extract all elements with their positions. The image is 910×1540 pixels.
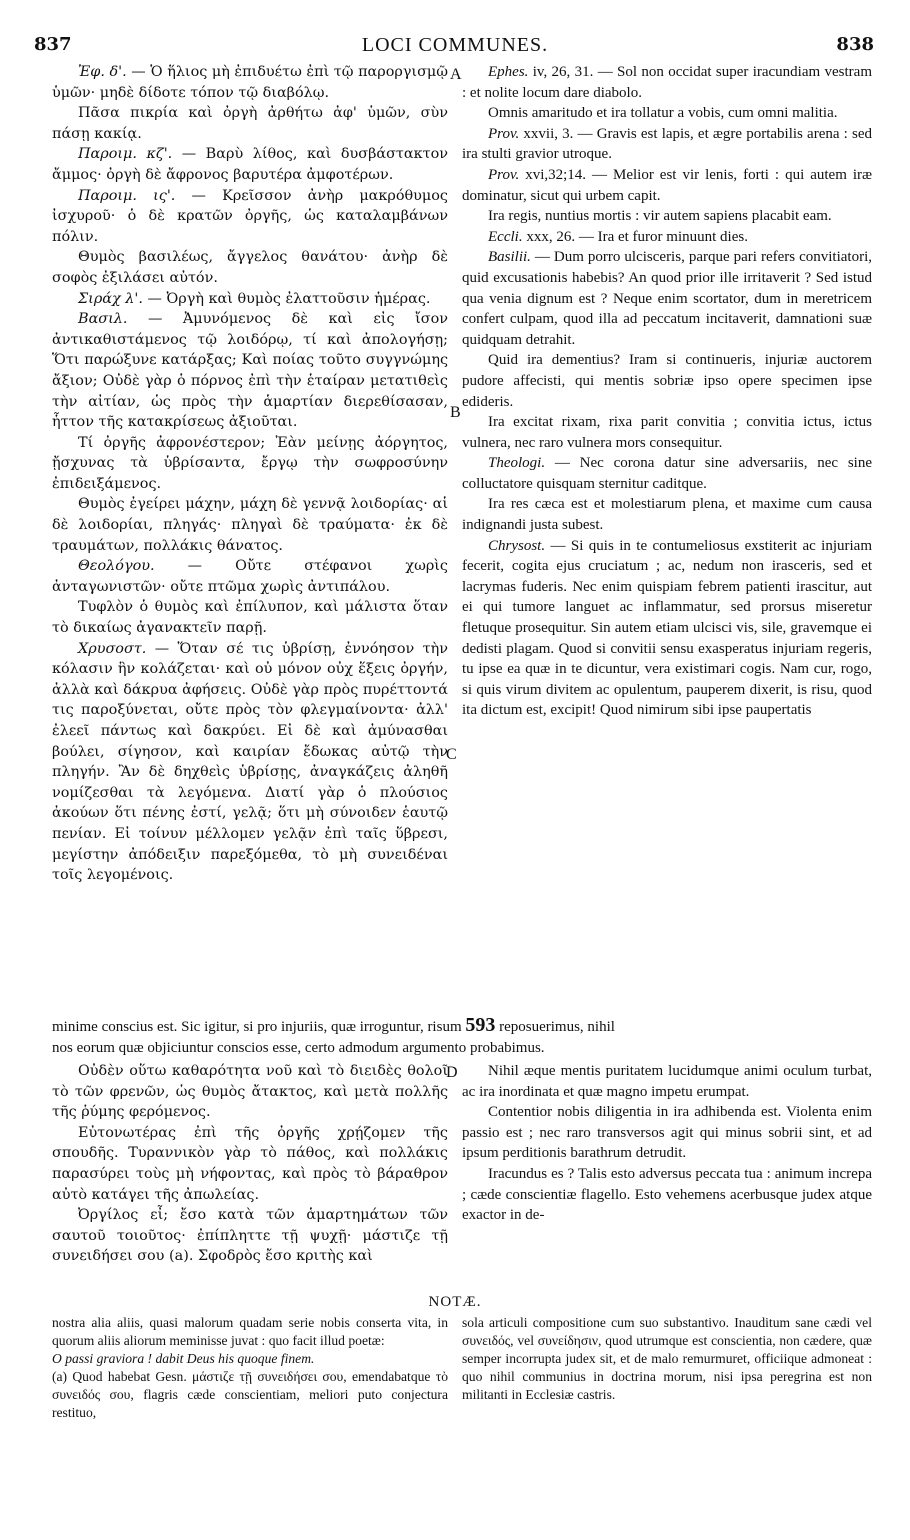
source-reference: Χρυσοστ. — [78, 640, 147, 657]
paragraph — [462, 227, 872, 248]
paragraph — [52, 247, 448, 288]
source-reference: Basilii. — [488, 249, 531, 266]
paragraph — [52, 289, 448, 310]
section-marker-c: C — [446, 746, 457, 763]
notes-right-column — [462, 1314, 872, 1404]
paragraph-text: Contentior nobis diligentia in ira adhibenda est. Violenta enim passio est ; nec raro transversos agit qui minus sobrii sint, et ad ipsum perditionis barathrum detrudit. — [462, 1104, 872, 1162]
paragraph — [462, 412, 872, 453]
notes-left-column — [52, 1314, 448, 1422]
paragraph-text: Ira res cæca est et molestiarum plena, et maxime cum causa indignandi justa subest. — [462, 496, 872, 534]
paragraph-text: Οὐδὲν οὕτω καθαρότητα νοῦ καὶ τὸ διειδὲς θολοῖ τὸ τῶν φρενῶν, ὡς θυμὸς ἄτακτος, καὶ μετὰ πολλῆς τῆς ῥύμης φερόμενος. — [52, 1063, 448, 1121]
source-reference: Prov. — [488, 166, 520, 183]
paragraph — [52, 494, 448, 556]
paragraph — [52, 639, 448, 886]
source-reference: Prov. — [488, 125, 520, 142]
paragraph-text: Θυμὸς βασιλέως, ἄγγελος θανάτου· ἀνὴρ δὲ σοφὸς ἐξιλάσει αὐτόν. — [52, 249, 448, 286]
source-reference: Ἐφ. δ'. — [78, 64, 127, 80]
note-paragraph: nostra alia aliis, quasi malorum quadam serie nobis conserta vita, in quorum aliis aliorum meminisse juvat : quo facit illud poetæ: — [52, 1315, 448, 1348]
paragraph-text: — Si quis in te contumeliosus exstiterit ac injuriam fecerit, cogita ejus cruciatum ; ac, nedum non irasceris, sed et lacrymas fuderis. Nec enim quispiam febrem patienti irascitur, aut ei qui tumore languet ac inflammatur, sed prorsus miseretur fletuque prosequitur. Sin autem etiam ulcisci vis, sile, gravemque ei dedisti plagam. Quod si convitii sensu exasperatus injuriam regeris, tu ipse ea quæ in te dicuntur, vera existimari cogis. Nam cur, rogo, si quis virum divitem ac opulentum, pauperem dixerit, is risu, quod ita dictum est, excipit! Quod nimirum sibi ipse paupertatis — [462, 537, 872, 719]
paragraph-text: — Ὁ ἥλιος μὴ ἐπιδυέτω ἐπὶ τῷ παροργισμῷ ὑμῶν· μηδὲ δίδοτε τόπον τῷ διαβόλῳ. — [52, 64, 448, 101]
paragraph — [52, 433, 448, 495]
full-width-text-part: reposuerimus, nihil — [495, 1019, 615, 1035]
paragraph — [462, 165, 872, 206]
paragraph-text: iv, 26, 31. — Sol non occidat super iracundiam vestram : et nolite locum dare diabolo. — [462, 64, 872, 101]
greek-column — [52, 62, 448, 886]
paragraph — [52, 556, 448, 597]
page-header — [0, 30, 910, 62]
paragraph — [462, 62, 872, 103]
paragraph-text: — Βαρὺ λίθος, καὶ δυσβάστακτον ἄμμος· ὀργὴ δὲ ἄφρονος βαρυτέρα ἀμφοτέρων. — [52, 146, 448, 183]
source-reference: Σιράχ λ'. — [78, 290, 143, 307]
paragraph — [52, 1123, 448, 1205]
source-reference: Παροιμ. κζ'. — [78, 146, 173, 163]
paragraph-text: xxx, 26. — Ira et furor minuunt dies. — [522, 228, 748, 245]
paragraph-text: Τυφλὸν ὁ θυμὸς καὶ ἐπίλυπον, καὶ μάλιστα ὅταν τὸ δικαίως ἀγανακτεῖν παρῇ. — [52, 599, 448, 637]
greek-column-lower — [52, 1061, 448, 1267]
paragraph-text: Ira excitat rixam, rixa parit convitia ; convitia ictus, ictus vulnera, nec raro vulnera mors consequitur. — [462, 414, 872, 451]
full-width-text — [52, 1015, 872, 1058]
paragraph — [462, 1061, 872, 1102]
paragraph-text: Ὀργίλος εἶ; ἔσο κατὰ τῶν ἁμαρτημάτων τῶν σαυτοῦ τοιοῦτος· ἐπίπληττε τῇ ψυχῇ· μάστιζε τῇ συνειδήσει σου (a). Σφοδρὸς ἔσο κριτὴς καὶ — [52, 1207, 448, 1265]
section-marker-b: B — [450, 404, 461, 421]
paragraph-text: Τί ὀργῆς ἀφρονέστερον; Ἐὰν μείνῃς ἀόργητος, ᾔσχυνας τὰ ὑβρίσαντα, ἔργῳ τὴν σωφροσύνην ἐπιδειξάμενος. — [52, 434, 448, 492]
paragraph-text: Nihil æque mentis puritatem lucidumque animi oculum turbat, ac ira inordinata et quæ magno impetu erumpat. — [462, 1063, 872, 1100]
paragraph — [52, 186, 448, 248]
source-reference: Chrysost. — [488, 537, 546, 554]
paragraph — [462, 124, 872, 165]
paragraph — [462, 494, 872, 535]
source-reference: Θεολόγου. — [78, 558, 155, 575]
paragraph-text: — Ὅταν σέ τις ὑβρίσῃ, ἐννόησον τὴν κόλασιν ἣν κολάζεται· καὶ οὐ μόνον οὐχ ἕξεις ὀργήν, ἀλλὰ καὶ δάκρυα ἀφήσεις. Οὐδὲ γὰρ πρὸς πυρέττοντά τις παροξύνεται, οὔτε πρὸς τὸν φλεγμαίνοντα· ἀλλ' ἐλεεῖ πάντως καὶ δακρύει. Εἰ δὲ καὶ ἀμύνασθαι βούλει, σίγησον, καὶ καιρίαν ἔδωκας αὐτῷ τὴν πληγήν. Ἂν δὲ δηχθεὶς ὑβρίσῃς, ἀναγκάζεις ἀληθῆ νομίζεσθαι τὰ λεγόμενα. Διατί γὰρ ὁ πλούσιος ἀκούων ὅτι πένης ἐστί, γελᾷ; ὅτι μὴ σύνοιδεν ἑαυτῷ πενίαν. Εἰ τοίνυν μέλλομεν γελᾷν ἐπὶ ταῖς ὕβρεσι, μεγίστην ἀπόδειξιν παρεξόμεθα, τὸ μὴ συνειδέναι τοῖς λεγομένοις. — [52, 640, 448, 884]
source-reference: Theologi. — [488, 455, 546, 472]
column-number: 593 — [465, 1014, 496, 1036]
paragraph-text: Εὐτονωτέρας ἐπὶ τῆς ὀργῆς χρῄζομεν τῆς σπουδῆς. Τυραννικὸν γὰρ τὸ πάθος, καὶ πολλάκις παρασύρει τοὺς μὴ νήφοντας, καὶ πρὸς τὸ βάραθρον αὐτὸ κατάγει τῆς ἀπωλείας. — [52, 1124, 448, 1203]
paragraph — [462, 206, 872, 227]
section-marker-a: A — [450, 66, 462, 83]
paragraph — [462, 1102, 872, 1164]
paragraph-text: — Nec corona datur sine adversariis, nec sine colluctatore quisquam sternitur caditque. — [462, 455, 872, 492]
source-reference: Παροιμ. ις'. — [78, 187, 176, 204]
source-reference: Ephes. — [488, 64, 529, 80]
paragraph — [52, 1205, 448, 1267]
full-width-line-1 — [52, 1015, 872, 1038]
full-width-line-2: nos eorum quæ objiciuntur conscios esse, certo admodum argumento probabimus. — [52, 1039, 545, 1056]
latin-column — [462, 62, 872, 721]
paragraph — [52, 62, 448, 103]
paragraph-text: xxvii, 3. — Gravis est lapis, et ægre portabilis arena : sed ira stulti gravior utroque. — [462, 125, 872, 163]
paragraph-text: Quid ira dementius? Iram si continueris, injuriæ auctorem pudore affecisti, qui mentis sobriæ ipso opere specimen ipse edideris. — [462, 352, 872, 410]
paragraph-text: Πᾶσα πικρία καὶ ὀργὴ ἀρθήτω ἀφ' ὑμῶν, σὺν πάσῃ κακίᾳ. — [52, 105, 448, 142]
source-reference: Eccli. — [488, 228, 523, 245]
paragraph — [52, 597, 448, 638]
paragraph-text: — Ἀμυνόμενος δὲ καὶ εἰς ἴσον ἀντικαθιστάμενος τῷ λοιδόρῳ, τί καὶ ἀπολογήσῃ; Ὅτι παρώξυνε κατάρξας; Καὶ ποίας τοῦτο συγγνώμης ἄξιον; Οὐδὲ γὰρ ὁ πόρνος ἐπὶ τὴν ἑταίραν μετατιθεὶς τὴν αἰτίαν, ὡς πρὸς τὴν ἁμαρτίαν διερεθίσασαν, ἧττον τῆς κατακρίσεως ἀξιοῦται. — [52, 311, 448, 431]
paragraph-text: — Οὔτε στέφανοι χωρὶς ἀνταγωνιστῶν· οὔτε πτῶμα χωρὶς ἀντιπάλου. — [52, 558, 448, 595]
paragraph — [462, 453, 872, 494]
paragraph-text: Ira regis, nuntius mortis : vir autem sapiens placabit eam. — [488, 208, 832, 225]
paragraph-text: Θυμὸς ἐγείρει μάχην, μάχη δὲ γεννᾷ λοιδορίας· αἱ δὲ λοιδορίαι, πληγάς· πληγαὶ δὲ τραύματα· ἐκ δὲ τραυμάτων, πολλάκις θάνατος. — [52, 496, 448, 554]
full-width-text-part: minime conscius est. Sic igitur, si pro injuriis, quæ irroguntur, risum — [52, 1019, 466, 1035]
paragraph-text: — Ὀργὴ καὶ θυμὸς ἐλαττοῦσιν ἡμέρας. — [142, 290, 431, 307]
paragraph-text: Omnis amaritudo et ira tollatur a vobis, cum omni malitia. — [488, 105, 838, 122]
paragraph-text: Iracundus es ? Talis esto adversus peccata tua : animum increpa ; cæde conscientiæ flagello. Esto vehemens acerbusque judex atque exactor in de- — [462, 1165, 872, 1224]
paragraph — [462, 536, 872, 721]
running-title: LOCI COMMUNES. — [361, 34, 549, 56]
paragraph — [462, 247, 872, 350]
paragraph — [52, 309, 448, 433]
paragraph — [462, 1164, 872, 1226]
note-verse: O passi graviora ! dabit Deus his quoque finem. — [52, 1351, 315, 1366]
source-reference: Βασιλ. — [78, 311, 128, 328]
paragraph — [462, 350, 872, 412]
page-number-left: 837 — [34, 34, 72, 55]
section-marker-d: D — [446, 1064, 458, 1081]
paragraph — [52, 1061, 448, 1123]
notes-heading: NOTÆ. — [428, 1294, 482, 1310]
paragraph-text: — Dum porro ulcisceris, parque pari refers convitiatori, quid excusationis habebis? An quod prior ille irritaverit ? Sed istud qua venia dignum est ? Neque enim scortator, dum in meretricem confert culpam, quod illa ad peccatum incitaverit, damnationi suæ quidquam detrahit. — [462, 249, 872, 348]
page-number-right: 838 — [836, 34, 874, 55]
paragraph-text: xvi,32;14. — Melior est vir lenis, forti : qui autem iræ dominatur, sicut qui urbem capit. — [462, 166, 872, 204]
paragraph-text: — Κρεῖσσον ἀνὴρ μακρόθυμος ἰσχυροῦ· ὁ δὲ κρατῶν ὀργῆς, ὡς καταλαμβάνων πόλιν. — [52, 187, 448, 245]
paragraph — [52, 103, 448, 144]
note-paragraph: sola articuli compositione cum suo substantivo. Inauditum sane cædi vel συνειδός, vel συνείδησιν, quod utrumque est conscientia, non cædere, quæ semper incorrupta judex sit, et de malo remurmuret, officiique admoneat : quo nihil communius in doctrina morum, nisi ipsa peregrina est non militanti in Ecclesiæ castris. — [462, 1315, 872, 1402]
note-paragraph: (a) Quod habebat Gesn. μάστιζε τῇ συνειδήσει σου, emendabatque τὸ συνειδός σου, flagris cæde conscientiam, meliori puto conjectura restituo, — [52, 1369, 448, 1420]
paragraph — [462, 103, 872, 124]
latin-column-lower — [462, 1061, 872, 1226]
paragraph — [52, 144, 448, 185]
